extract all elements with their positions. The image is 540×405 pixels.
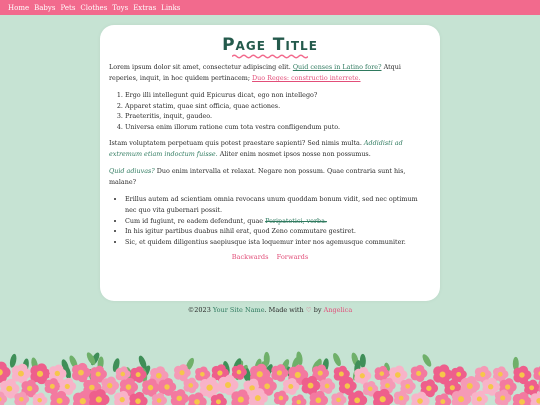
nav-link-home[interactable]: Home bbox=[8, 3, 30, 12]
list-item: • Sic, et quidem diligentius saepiusque ista loquemur inter nos agemusque communiter. bbox=[125, 237, 431, 248]
page-title: Page Title bbox=[222, 35, 318, 55]
footer bbox=[0, 306, 540, 314]
site-name-link[interactable]: Your Site Name bbox=[212, 306, 265, 314]
list-item-text: Cum id fugiunt, re eadem defendunt, quae bbox=[125, 216, 264, 225]
quid-adiuvas-text: Quid adiuvas? bbox=[109, 167, 155, 176]
intro-link-latino[interactable]: Quid censes in Latino fore? bbox=[292, 63, 382, 71]
intro-text-2: Atqui reperies, inquit, in hoc quidem pertinacem; bbox=[109, 63, 401, 82]
third-paragraph bbox=[109, 166, 431, 188]
list-item: 2. Apparet statim, quae sint officia, quae actiones. bbox=[125, 101, 431, 112]
unordered-list bbox=[109, 194, 431, 247]
made-with-text: . Made with bbox=[264, 306, 304, 314]
ordered-list bbox=[109, 90, 431, 132]
nav-link-pets[interactable]: Pets bbox=[60, 3, 76, 12]
flower-border-decoration bbox=[0, 350, 540, 405]
pagination bbox=[109, 253, 431, 261]
top-navigation bbox=[0, 0, 540, 15]
list-item: • In his igitur partibus duabus nihil erat, quod Zeno commutare gestiret. bbox=[125, 226, 431, 237]
list-item: 3. Praeteritis, inquit, gaudeo. bbox=[125, 111, 431, 122]
backwards-link[interactable]: Backwards bbox=[231, 253, 269, 262]
list-item bbox=[125, 216, 431, 227]
forwards-link[interactable]: Forwards bbox=[276, 253, 309, 262]
nav-link-babys[interactable]: Babys bbox=[34, 3, 56, 12]
nav-link-links[interactable]: Links bbox=[161, 3, 181, 12]
third-text: Duo enim intervalla et relaxat. Negare non possum. Quae contraria sunt his, malane? bbox=[109, 167, 406, 187]
by-text: by bbox=[313, 306, 322, 314]
strikethrough-text: Peripatetici, verba. bbox=[265, 216, 327, 225]
title-block bbox=[109, 35, 431, 59]
copyright-text: ©2023 bbox=[187, 306, 211, 314]
nav-link-clothes[interactable]: Clothes bbox=[80, 3, 108, 12]
nav-link-extras[interactable]: Extras bbox=[133, 3, 157, 12]
nav-link-toys[interactable]: Toys bbox=[112, 3, 129, 12]
heart-icon: ♡ bbox=[305, 306, 312, 314]
emphasis-text: Addidisti ad extremum etiam indoctum fuisse. bbox=[109, 139, 403, 159]
second-paragraph bbox=[109, 138, 431, 160]
list-item: • Erillus autem ad scientiam omnia revocans unum quoddam bonum vidit, sed nec optimum nec quo vita gubernari possit. bbox=[125, 194, 431, 215]
intro-paragraph bbox=[109, 62, 431, 84]
second-text: Istam voluptatem perpetuam quis potest praestare sapienti? Sed nimis multa. bbox=[109, 139, 362, 148]
list-item: 1. Ergo illi intellegunt quid Epicurus dicat, ego non intellego? bbox=[125, 90, 431, 101]
intro-link-reges[interactable]: Duo Reges: constructio interrete. bbox=[252, 74, 361, 82]
second-text-2: Aliter enim nosmet ipsos nosse non possumus. bbox=[219, 150, 371, 159]
intro-text: Lorem ipsum dolor sit amet, consectetur adipiscing elit. bbox=[109, 63, 291, 71]
list-item: 4. Universa enim illorum ratione cum tota vestra confligendum puto. bbox=[125, 122, 431, 133]
content-card bbox=[100, 25, 440, 301]
author-link[interactable]: Angelica bbox=[323, 306, 353, 314]
